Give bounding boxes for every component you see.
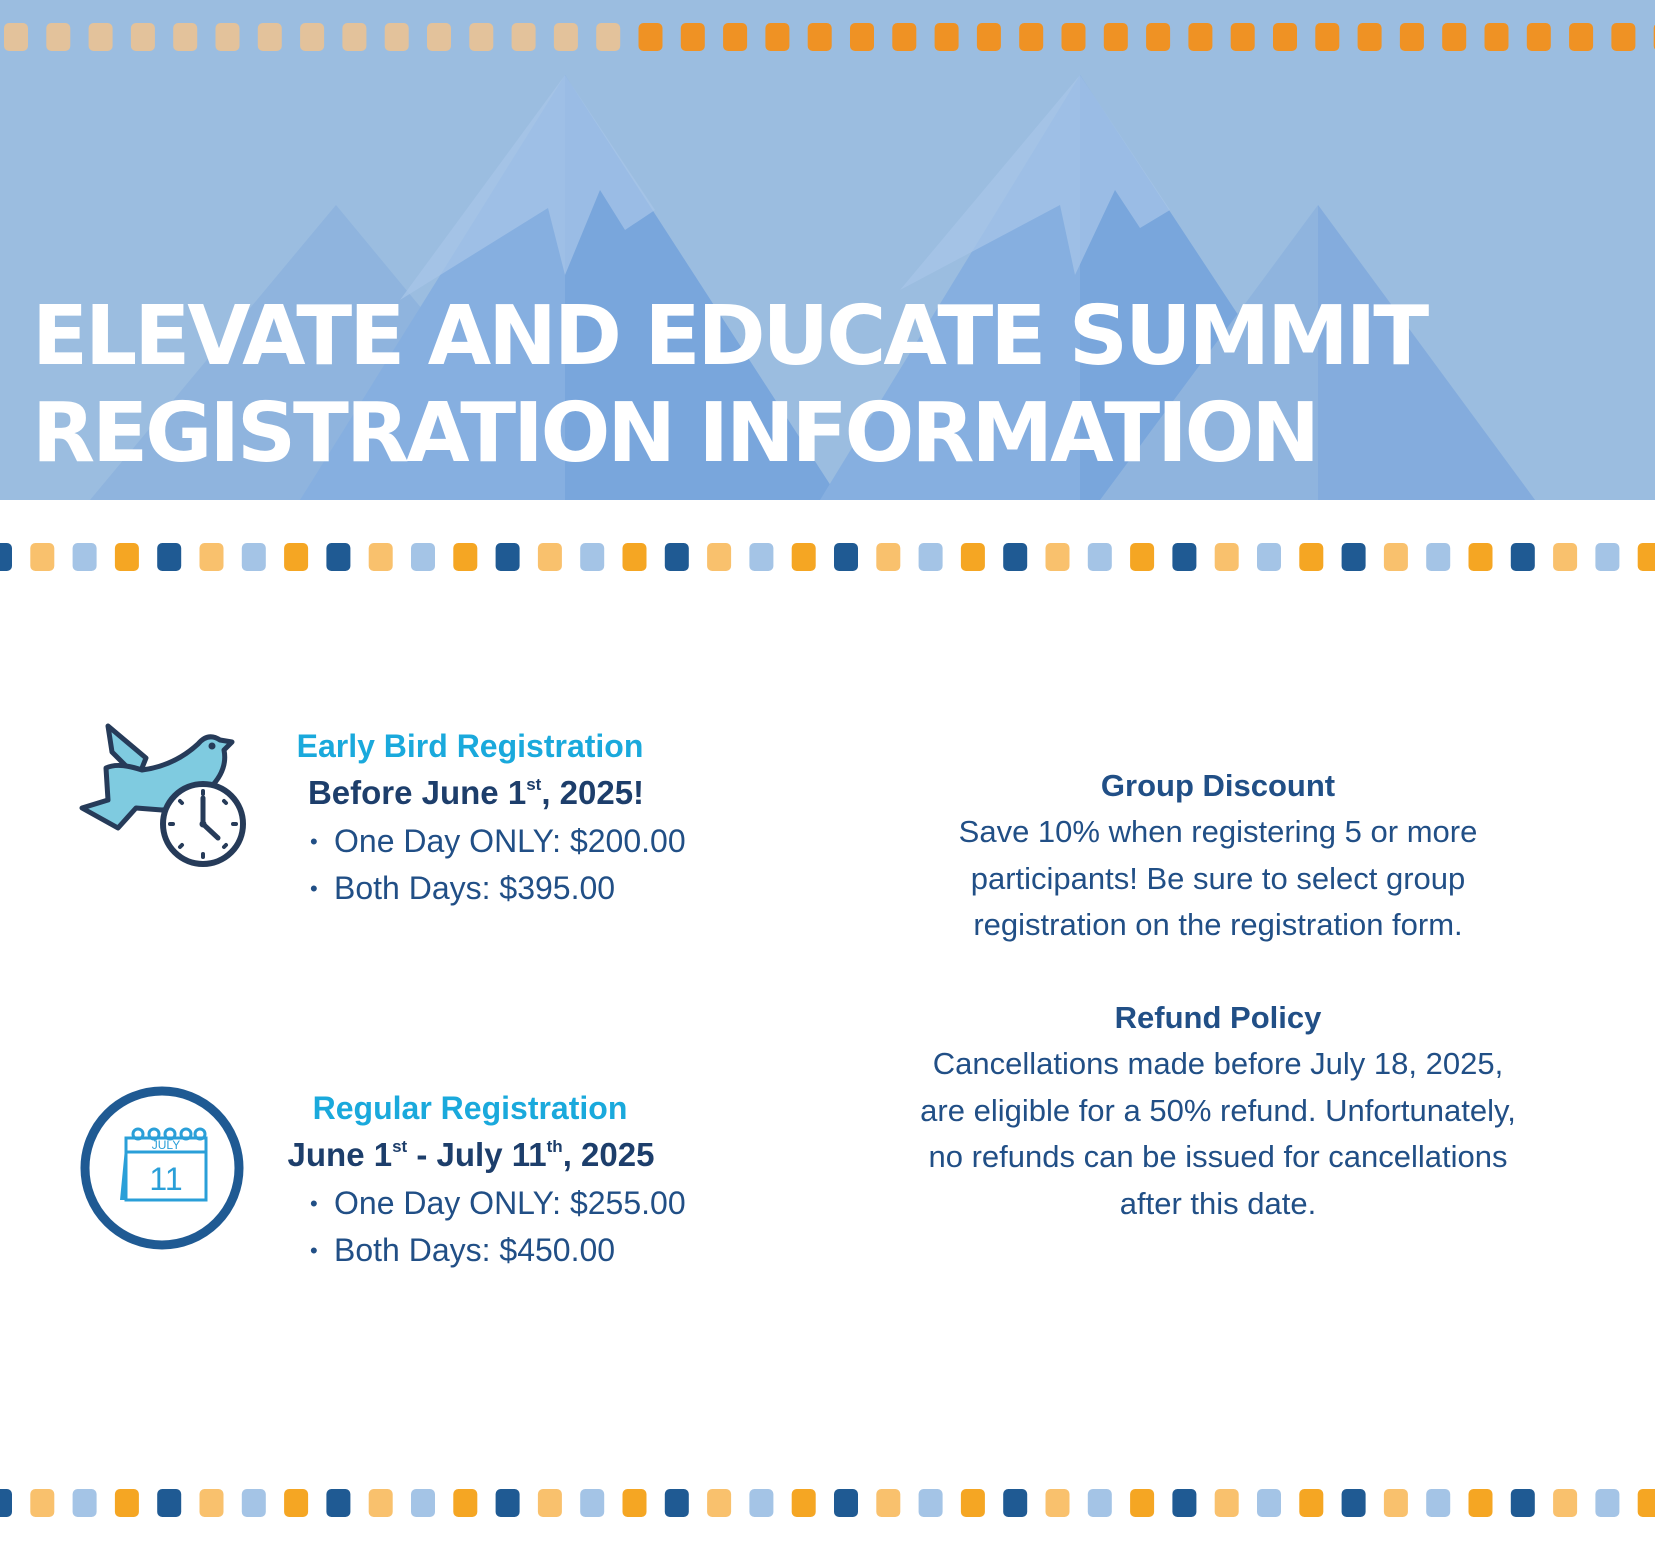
border-dot <box>977 23 1001 51</box>
refund-policy-line-1: Cancellations made before July 18, 2025, <box>932 1046 1504 1081</box>
border-dot <box>73 543 97 571</box>
border-dot <box>46 23 70 51</box>
border-dot <box>496 543 520 571</box>
bullet-icon: • <box>310 876 318 901</box>
border-dot <box>876 543 900 571</box>
border-dot <box>1130 543 1154 571</box>
regular-price-list <box>310 1180 720 1274</box>
border-dot <box>623 543 647 571</box>
border-dot <box>792 1489 816 1517</box>
early-bird-dates-prefix: Before June 1 <box>307 774 527 811</box>
refund-policy-line-3: no refunds can be issued for cancellations <box>928 1139 1508 1174</box>
border-dot <box>1400 23 1424 51</box>
border-dot <box>258 23 282 51</box>
early-bird-heading: Early Bird Registration <box>296 728 644 764</box>
calendar-month-label: JULY <box>151 1138 181 1152</box>
border-dot <box>200 1489 224 1517</box>
border-dot <box>326 543 350 571</box>
group-discount-line-1: Save 10% when registering 5 or more <box>958 814 1478 849</box>
border-dot <box>1595 543 1619 571</box>
border-dot <box>1553 1489 1577 1517</box>
top-dot-border <box>0 22 1655 52</box>
border-dot <box>1215 1489 1239 1517</box>
border-dot <box>411 543 435 571</box>
regular-dates-sup1: st <box>392 1137 408 1156</box>
border-dot <box>707 1489 731 1517</box>
border-dot <box>326 1489 350 1517</box>
border-dot <box>1130 1489 1154 1517</box>
border-dot <box>0 543 12 571</box>
border-dot <box>1062 23 1086 51</box>
border-dot <box>834 1489 858 1517</box>
border-dot <box>1088 1489 1112 1517</box>
list-item <box>310 1180 720 1227</box>
refund-policy-line-4: after this date. <box>1119 1185 1317 1221</box>
regular-dates-part3: , 2025 <box>562 1136 655 1173</box>
early-bird-price-both-days: Both Days: $395.00 <box>334 870 616 906</box>
border-dot <box>1511 1489 1535 1517</box>
border-dot <box>639 23 663 51</box>
border-dot <box>0 1489 12 1517</box>
border-dot <box>131 23 155 51</box>
border-dot <box>1003 1489 1027 1517</box>
border-dot <box>665 543 689 571</box>
border-dot <box>1273 23 1297 51</box>
border-dot <box>385 23 409 51</box>
border-dot <box>1527 23 1551 51</box>
border-dot <box>157 1489 181 1517</box>
border-dot <box>919 1489 943 1517</box>
regular-tier <box>280 1086 720 1274</box>
border-dot <box>1172 1489 1196 1517</box>
border-dot <box>1569 23 1593 51</box>
title-line-2: REGISTRATION INFORMATION <box>32 386 1318 481</box>
border-dot <box>369 543 393 571</box>
border-dot <box>1172 543 1196 571</box>
border-dot <box>596 23 620 51</box>
border-dot <box>411 1489 435 1517</box>
border-dot <box>1553 543 1577 571</box>
border-dot <box>1315 23 1339 51</box>
border-dot <box>1611 23 1635 51</box>
border-dot <box>538 543 562 571</box>
border-dot <box>1358 23 1382 51</box>
border-dot <box>496 1489 520 1517</box>
border-dot <box>1003 543 1027 571</box>
footer-dot-border <box>0 1488 1655 1518</box>
header-banner <box>0 0 1655 500</box>
calendar-day-label: 11 <box>149 1161 183 1197</box>
border-dot <box>554 23 578 51</box>
border-dot <box>4 23 28 51</box>
page-title <box>32 288 1426 482</box>
border-dot <box>1469 1489 1493 1517</box>
list-item <box>310 818 720 865</box>
refund-policy-heading: Refund Policy <box>1114 1000 1322 1035</box>
border-dot <box>961 543 985 571</box>
border-dot <box>1426 1489 1450 1517</box>
border-dot <box>1046 1489 1070 1517</box>
border-dot <box>623 1489 647 1517</box>
regular-price-both-days: Both Days: $450.00 <box>334 1232 616 1268</box>
border-dot <box>1469 543 1493 571</box>
border-dot <box>284 543 308 571</box>
border-dot <box>1019 23 1043 51</box>
banner-dot-border <box>0 542 1655 572</box>
border-dot <box>453 1489 477 1517</box>
border-dot <box>115 543 139 571</box>
border-dot <box>1638 1489 1655 1517</box>
border-dot <box>1638 543 1655 571</box>
border-dot <box>173 23 197 51</box>
border-dot <box>1046 543 1070 571</box>
border-dot <box>681 23 705 51</box>
border-dot <box>73 1489 97 1517</box>
border-dot <box>580 1489 604 1517</box>
border-dot <box>200 543 224 571</box>
border-dot <box>1088 543 1112 571</box>
border-dot <box>808 23 832 51</box>
group-discount-line-3: registration on the registration form. <box>973 907 1463 942</box>
border-dot <box>580 543 604 571</box>
regular-heading: Regular Registration <box>312 1090 628 1126</box>
early-bird-dates-suffix: , 2025! <box>541 774 645 811</box>
border-dot <box>792 543 816 571</box>
border-dot <box>538 1489 562 1517</box>
border-dot <box>1231 23 1255 51</box>
border-dot <box>765 23 789 51</box>
border-dot <box>850 23 874 51</box>
border-dot <box>453 543 477 571</box>
early-bird-price-list <box>310 818 720 912</box>
border-dot <box>30 543 54 571</box>
border-dot <box>469 23 493 51</box>
border-dot <box>1485 23 1509 51</box>
border-dot <box>242 543 266 571</box>
early-bird-price-one-day: One Day ONLY: $200.00 <box>334 823 686 859</box>
bullet-icon: • <box>310 1238 318 1263</box>
early-bird-tier <box>280 724 720 912</box>
regular-dates-part2: - July 11 <box>407 1136 547 1173</box>
border-dot <box>749 543 773 571</box>
border-dot <box>342 23 366 51</box>
border-dot <box>1299 543 1323 571</box>
border-dot <box>1104 23 1128 51</box>
border-dot <box>369 1489 393 1517</box>
regular-dates-sup2: th <box>546 1137 563 1156</box>
list-item <box>310 1227 720 1274</box>
border-dot <box>115 1489 139 1517</box>
border-dot <box>665 1489 689 1517</box>
regular-dates <box>222 1130 720 1180</box>
border-dot <box>1384 1489 1408 1517</box>
border-dot <box>834 543 858 571</box>
border-dot <box>892 23 916 51</box>
group-discount-section <box>868 763 1568 949</box>
border-dot <box>1595 1489 1619 1517</box>
bullet-icon: • <box>310 1191 318 1216</box>
group-discount-heading: Group Discount <box>1100 768 1336 803</box>
border-dot <box>89 23 113 51</box>
border-dot <box>1215 543 1239 571</box>
border-dot <box>876 1489 900 1517</box>
border-dot <box>1146 23 1170 51</box>
border-dot <box>1257 543 1281 571</box>
refund-policy-section <box>868 995 1568 1227</box>
border-dot <box>749 1489 773 1517</box>
border-dot <box>961 1489 985 1517</box>
list-item <box>310 865 720 912</box>
border-dot <box>284 1489 308 1517</box>
border-dot <box>1426 543 1450 571</box>
border-dot <box>157 543 181 571</box>
border-dot <box>512 23 536 51</box>
border-dot <box>707 543 731 571</box>
refund-policy-line-2: are eligible for a 50% refund. Unfortunately, <box>920 1092 1516 1128</box>
early-bird-dates-sup: st <box>526 775 542 794</box>
border-dot <box>1342 543 1366 571</box>
early-bird-dates <box>232 768 720 818</box>
border-dot <box>935 23 959 51</box>
border-dot <box>427 23 451 51</box>
border-dot <box>216 23 240 51</box>
regular-price-one-day: One Day ONLY: $255.00 <box>334 1185 686 1221</box>
border-dot <box>1188 23 1212 51</box>
border-dot <box>1342 1489 1366 1517</box>
border-dot <box>1511 543 1535 571</box>
regular-dates-part1: June 1 <box>287 1136 393 1173</box>
title-line-1: ELEVATE AND EDUCATE SUMMIT <box>32 289 1427 384</box>
border-dot <box>30 1489 54 1517</box>
border-dot <box>242 1489 266 1517</box>
group-discount-line-2: participants! Be sure to select group <box>970 860 1466 896</box>
border-dot <box>1442 23 1466 51</box>
border-dot <box>1299 1489 1323 1517</box>
border-dot <box>1384 543 1408 571</box>
border-dot <box>919 543 943 571</box>
border-dot <box>1257 1489 1281 1517</box>
border-dot <box>300 23 324 51</box>
border-dot <box>723 23 747 51</box>
bullet-icon: • <box>310 829 318 854</box>
